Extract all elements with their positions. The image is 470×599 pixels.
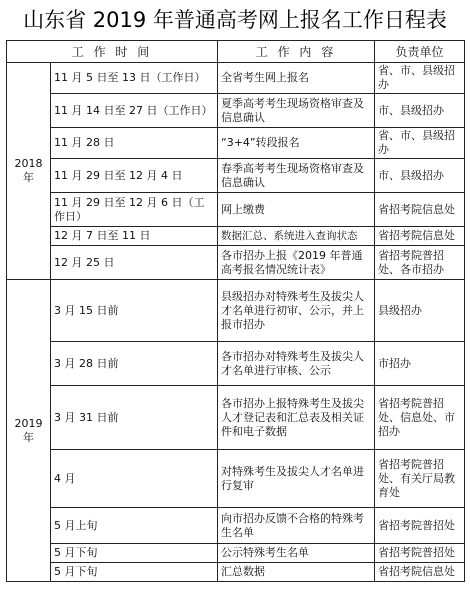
table-row [7,563,465,582]
table-row [7,227,465,246]
header-time: 工 作 时 间 [7,41,218,63]
content-cell: 各市招办上报《2019 年普通高考报名情况统计表》 [218,246,375,280]
time-cell: 5 月上旬 [51,508,218,544]
unit-cell: 省招考院普招处、有关厅局教育处 [375,450,465,508]
content-cell: 向市招办反馈不合格的特殊考生名单 [218,508,375,544]
table-row [7,450,465,508]
content-cell: “3+4”转段报名 [218,128,375,159]
unit-cell: 市招办 [375,342,465,386]
content-cell: 汇总数据 [218,563,375,582]
unit-cell: 省招考院普招处 [375,544,465,563]
time-cell: 11 月 29 日至 12 月 4 日 [51,159,218,193]
time-cell: 11 月 5 日至 13 日（工作日） [51,63,218,94]
unit-cell: 县级招办 [375,280,465,342]
time-cell: 3 月 15 日前 [51,280,218,342]
content-cell: 各市招办上报特殊考生及拔尖人才登记表和汇总表及相关证件和电子数据 [218,386,375,450]
time-cell: 4 月 [51,450,218,508]
time-cell: 5 月下旬 [51,544,218,563]
content-cell: 公示特殊考生名单 [218,544,375,563]
table-row [7,128,465,159]
content-cell: 对特殊考生及拔尖人才名单进行复审 [218,450,375,508]
time-cell: 3 月 28 日前 [51,342,218,386]
unit-cell: 市、县级招办 [375,94,465,128]
content-cell: 夏季高考考生现场资格审查及信息确认 [218,94,375,128]
time-cell: 11 月 14 日至 27 日（工作日） [51,94,218,128]
unit-cell: 省、市、县级招办 [375,128,465,159]
unit-cell: 省招考院信息处 [375,563,465,582]
table-row [7,193,465,227]
table-row [7,94,465,128]
unit-cell: 省招考院普招处、各市招办 [375,246,465,280]
table-row [7,342,465,386]
table-row [7,159,465,193]
unit-cell: 市、县级招办 [375,159,465,193]
unit-cell: 省招考院信息处 [375,193,465,227]
unit-cell: 省招考院信息处 [375,227,465,246]
unit-cell: 省招考院普招处、信息处、市招办 [375,386,465,450]
time-cell: 12 月 25 日 [51,246,218,280]
schedule-table [6,40,465,582]
table-row [7,280,465,342]
content-cell: 数据汇总、系统进入查询状态 [218,227,375,246]
table-row [7,246,465,280]
table-row [7,386,465,450]
unit-cell: 省招考院普招处 [375,508,465,544]
table-row [7,508,465,544]
content-cell: 各市招办对特殊考生及拔尖人才名单进行审核、公示 [218,342,375,386]
page-title: 山东省 2019 年普通高考网上报名工作日程表 [23,8,447,32]
year-cell-2018: 2018 年 [7,63,51,280]
unit-cell: 省、市、县级招办 [375,63,465,94]
time-cell: 12 月 7 日至 11 日 [51,227,218,246]
header-content: 工 作 内 容 [218,41,375,63]
content-cell: 网上缴费 [218,193,375,227]
content-cell: 春季高考考生现场资格审查及信息确认 [218,159,375,193]
time-cell: 11 月 29 日至 12 月 6 日（工作日） [51,193,218,227]
year-cell-2019: 2019 年 [7,280,51,582]
time-cell: 5 月下旬 [51,563,218,582]
table-row [7,544,465,563]
table-row [7,63,465,94]
time-cell: 3 月 31 日前 [51,386,218,450]
content-cell: 全省考生网上报名 [218,63,375,94]
content-cell: 县级招办对特殊考生及拔尖人才名单进行初审、公示，并上报市招办 [218,280,375,342]
header-row [7,41,465,63]
header-unit: 负责单位 [375,41,465,63]
time-cell: 11 月 28 日 [51,128,218,159]
